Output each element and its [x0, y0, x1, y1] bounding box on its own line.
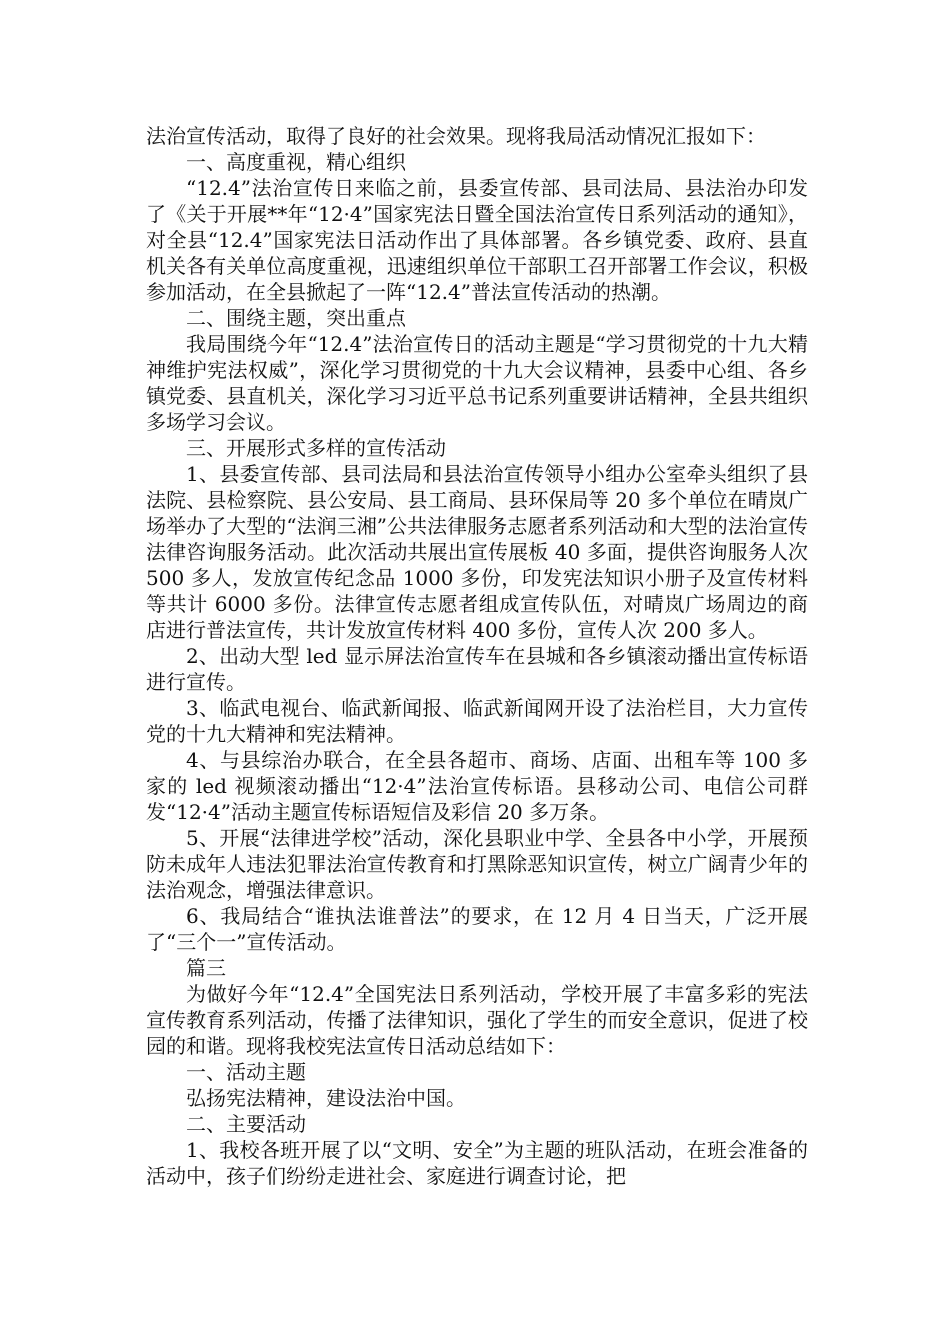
paragraph-section-2: 我局围绕今年“12.4”法治宣传日的活动主题是“学习贯彻党的十九大精神维护宪法权威”，深化学习贯彻党的十九大会议精神，县委中心组、各乡镇党委、县直机关，深化学习习近平总书记系列重要讲话精神，全县共组织多场学习会议。: [146, 332, 808, 434]
paragraph-activity-theme: 弘扬宪法精神，建设法治中国。: [186, 1086, 466, 1110]
heading-part-3: 篇三: [186, 956, 226, 980]
heading-activity-theme: 一、活动主题: [186, 1060, 306, 1084]
heading-main-activities: 二、主要活动: [186, 1112, 306, 1136]
heading-section-3: 三、开展形式多样的宣传活动: [186, 436, 446, 460]
heading-section-1: 一、高度重视，精心组织: [186, 150, 406, 174]
paragraph-intro: 法治宣传活动，取得了良好的社会效果。现将我局活动情况汇报如下：: [146, 124, 766, 148]
paragraph-part-3-intro: 为做好今年“12.4”全国宪法日系列活动，学校开展了丰富多彩的宪法宣传教育系列活动，传播了法律知识，强化了学生的而安全意识，促进了校园的和谐。现将我校宪法宣传日活动总结如下：: [146, 982, 808, 1058]
paragraph-item-5: 5、开展“法律进学校”活动，深化县职业中学、全县各中小学，开展预防未成年人违法犯罪法治宣传教育和打黑除恶知识宣传，树立广阔青少年的法治观念，增强法律意识。: [146, 826, 808, 902]
paragraph-item-2: 2、出动大型 led 显示屏法治宣传车在县城和各乡镇滚动播出宣传标语进行宣传。: [146, 644, 808, 694]
paragraph-item-3: 3、临武电视台、临武新闻报、临武新闻网开设了法治栏目，大力宣传党的十九大精神和宪法精神。: [146, 696, 808, 746]
paragraph-main-activity-1: 1、我校各班开展了以“文明、安全”为主题的班队活动，在班会准备的活动中，孩子们纷纷走进社会、家庭进行调查讨论，把: [146, 1138, 808, 1188]
paragraph-item-6: 6、我局结合“谁执法谁普法”的要求，在 12 月 4 日当天，广泛开展了“三个一”宣传活动。: [146, 904, 808, 954]
document-page: [146, 123, 808, 1189]
paragraph-section-1: “12.4”法治宣传日来临之前，县委宣传部、县司法局、县法治办印发了《关于开展**年“12·4”国家宪法日暨全国法治宣传日系列活动的通知》，对全县“12.4”国家宪法日活动作出了具体部署。各乡镇党委、政府、县直机关各有关单位高度重视，迅速组织单位干部职工召开部署工作会议，积极参加活动，在全县掀起了一阵“12.4”普法宣传活动的热潮。: [146, 176, 808, 304]
paragraph-item-1: 1、县委宣传部、县司法局和县法治宣传领导小组办公室牵头组织了县法院、县检察院、县公安局、县工商局、县环保局等 20 多个单位在晴岚广场举办了大型的“法润三湘”公共法律服务志愿者系列活动和大型的法治宣传法律咨询服务活动。此次活动共展出宣传展板 40 多面，提供咨询服务人次 500 多人，发放宣传纪念品 1000 多份，印发宪法知识小册子及宣传材料等共计 6000 多份。法律宣传志愿者组成宣传队伍，对晴岚广场周边的商店进行普法宣传，共计发放宣传材料 400 多份，宣传人次 200 多人。: [146, 462, 808, 642]
heading-section-2: 二、围绕主题，突出重点: [186, 306, 406, 330]
paragraph-item-4: 4、与县综治办联合，在全县各超市、商场、店面、出租车等 100 多家的 led 视频滚动播出“12·4”法治宣传标语。县移动公司、电信公司群发“12·4”活动主题宣传标语短信及彩信 20 多万条。: [146, 748, 808, 824]
